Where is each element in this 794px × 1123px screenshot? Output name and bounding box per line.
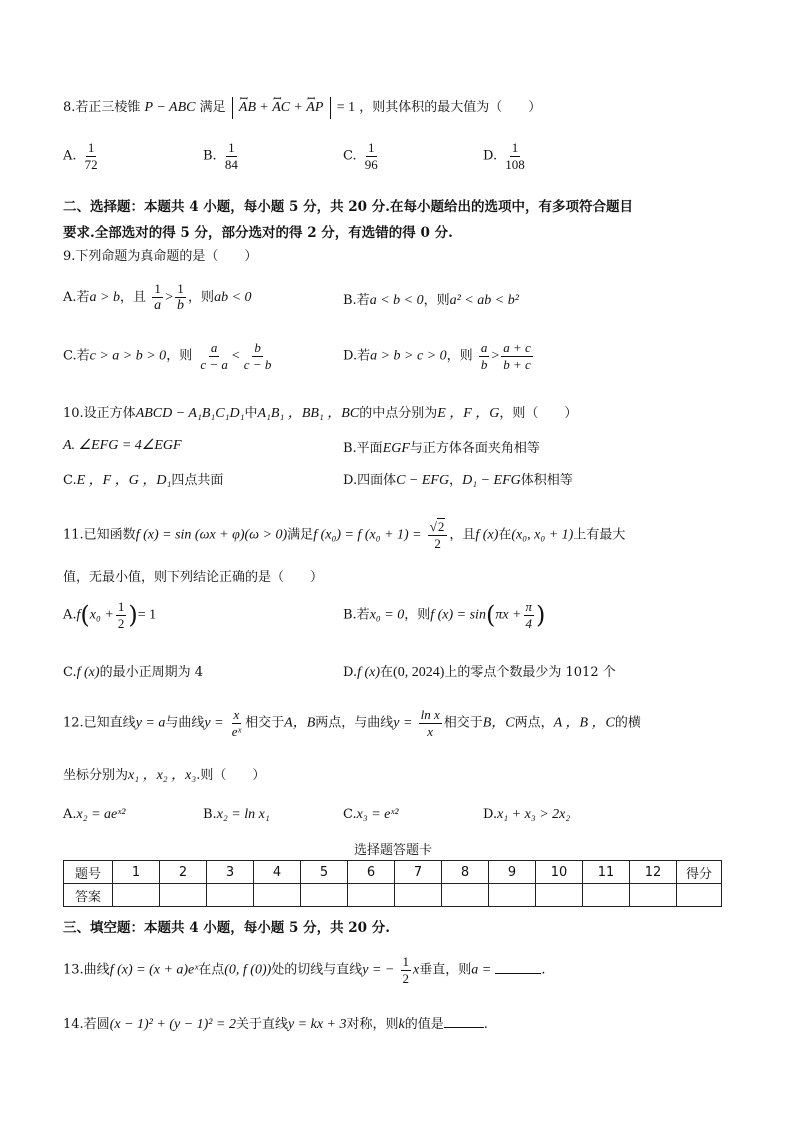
text: ，则: [166, 348, 193, 364]
answer-cell[interactable]: [536, 884, 583, 907]
fraction: [401, 955, 412, 985]
q12-option-a[interactable]: [63, 807, 125, 823]
option-label: C.: [343, 148, 357, 164]
denominator: c − a: [200, 356, 228, 372]
math: EGF: [382, 441, 410, 456]
math: y = kx + 3: [287, 1017, 347, 1032]
denominator: 4: [525, 615, 533, 631]
math: A₁B₁ ，BB₁ ，BC: [257, 406, 360, 421]
math: f (x): [357, 665, 381, 680]
numerator: 1: [154, 281, 161, 296]
q8-eq: = 1: [336, 100, 356, 115]
math: a > b > c > 0: [370, 348, 447, 364]
math: f (x): [76, 665, 100, 680]
q9-option-a[interactable]: [63, 282, 252, 313]
text: 垂直，则: [419, 962, 472, 978]
text: C.: [63, 665, 77, 680]
denominator: a: [154, 297, 162, 313]
cell-header: 7: [395, 861, 442, 884]
math: a < b < 0: [369, 293, 424, 308]
text: 体积相等: [520, 473, 573, 488]
math: A，B: [284, 715, 316, 731]
denominator: b: [480, 356, 488, 372]
text: A.: [63, 607, 77, 623]
math: (x₀, x₀ + 1): [511, 527, 574, 543]
paren-left: (: [485, 601, 496, 630]
answer-cell[interactable]: [348, 884, 395, 907]
cell-header: 得分: [677, 861, 722, 884]
text: 的最小正周期为 4: [99, 665, 203, 680]
text: 相交于: [443, 715, 483, 731]
fraction: [230, 708, 243, 738]
q12-stem-line2: [63, 764, 265, 784]
vector-ab: ꟷ AB: [239, 100, 256, 116]
numerator: a + c: [503, 340, 531, 355]
text: 上有最大: [573, 527, 626, 543]
text: C.若: [63, 348, 90, 364]
numerator: 1: [402, 954, 410, 969]
text: ，且: [119, 290, 146, 306]
answer-cell[interactable]: [160, 884, 207, 907]
denominator: b: [177, 297, 185, 313]
math: f (x): [475, 527, 499, 543]
q11-stem-line1: [63, 520, 625, 550]
cell-header: 1: [113, 861, 160, 884]
vector-ap: ꟷ AP: [306, 100, 323, 116]
math: x₂ = ln x₁: [216, 807, 270, 822]
text: 两点，与曲线: [315, 715, 394, 731]
text: B.若: [343, 293, 370, 308]
q10-option-b[interactable]: [343, 437, 540, 457]
option-label: B.: [203, 148, 217, 164]
cell-answer-label: 答案: [64, 884, 113, 907]
abs-bar-left: [232, 97, 233, 119]
math: x₀ +: [89, 607, 114, 623]
cell-header: 题号: [64, 861, 113, 884]
fraction: [83, 141, 100, 171]
fraction: [152, 282, 163, 313]
numerator: a: [210, 340, 218, 355]
answer-cell[interactable]: [254, 884, 301, 907]
text: ，: [449, 473, 463, 488]
numerator: ln x: [420, 707, 440, 722]
numerator: b: [254, 340, 261, 355]
answer-cell[interactable]: [583, 884, 630, 907]
math: (x − 1)² + (y − 1)² = 2: [109, 1017, 236, 1032]
math: f (x₀) = f (x₀ + 1) =: [313, 527, 422, 543]
math: C − EFG: [396, 473, 450, 488]
answer-card-answer-row: [64, 884, 722, 907]
text: 在: [380, 665, 394, 680]
cell-header: 4: [254, 861, 301, 884]
q8-stem: [63, 96, 541, 119]
q8-mid: 满足: [199, 100, 226, 115]
score-cell[interactable]: [677, 884, 722, 907]
math: f: [76, 607, 81, 623]
answer-card-title: 选择题答题卡: [354, 843, 433, 858]
paren-left: (: [80, 601, 90, 630]
cell-header: 12: [630, 861, 677, 884]
answer-cell[interactable]: [395, 884, 442, 907]
q12-option-b[interactable]: [203, 807, 270, 823]
answer-cell[interactable]: [630, 884, 677, 907]
cell-header: 2: [160, 861, 207, 884]
math: A. ∠EFG = 4∠EGF: [63, 438, 182, 453]
text: 与正方体各面夹角相等: [409, 441, 540, 456]
numerator: x: [233, 707, 240, 722]
text: 中: [244, 406, 258, 421]
cell-header: 3: [207, 861, 254, 884]
fraction: [223, 141, 240, 171]
denominator: 84: [224, 156, 238, 172]
option-label: D.: [483, 148, 498, 164]
text: C.: [63, 473, 77, 488]
numerator: 1: [117, 599, 125, 614]
text: 14.若圆: [63, 1017, 110, 1032]
denominator: 72: [84, 156, 98, 172]
q11-option-c[interactable]: [63, 661, 203, 681]
option-label: D.: [483, 807, 498, 822]
q11-option-a[interactable]: [63, 600, 156, 630]
answer-cell[interactable]: [489, 884, 536, 907]
math: A ，B ，C: [553, 715, 615, 731]
text: 在点: [198, 962, 225, 978]
denominator: 2: [117, 615, 125, 631]
q10-option-a[interactable]: [63, 437, 182, 454]
option-label: A.: [63, 807, 77, 822]
math: ABCD − A₁B₁C₁D₁: [135, 406, 245, 421]
text: D.: [343, 665, 358, 680]
q12-option-d[interactable]: [483, 807, 570, 823]
q11-option-d[interactable]: [343, 661, 616, 681]
answer-card-table: [63, 860, 722, 907]
text: ，且: [449, 527, 476, 543]
numerator: π: [525, 599, 533, 614]
section2-heading-line2: 要求.全部选对的得 5 分，部分选对的得 2 分，有选错的得 0 分.: [63, 225, 453, 241]
fraction: [419, 708, 442, 738]
text: 上的零点个数最少为 1012 个: [444, 665, 616, 680]
math: (0, 2024): [393, 665, 445, 680]
q8-option-b[interactable]: [203, 141, 242, 171]
q9-option-d[interactable]: [343, 341, 535, 371]
text: 的横: [614, 715, 641, 731]
fraction: [175, 282, 186, 313]
fraction: [428, 520, 448, 550]
math: x₁ ，x₂ ，x₃: [128, 768, 197, 783]
denominator: x: [427, 723, 434, 739]
math: c > a > b > 0: [89, 348, 167, 364]
paren-right: ): [536, 601, 546, 630]
text: 满足: [287, 527, 314, 543]
math: >: [165, 290, 174, 306]
sqrt-sign: √: [429, 519, 437, 534]
denominator: eˣ: [231, 723, 242, 739]
text: ，则: [188, 290, 215, 306]
text: 处的切线与直线: [271, 962, 363, 978]
math: y = a: [135, 715, 166, 731]
q10-option-c[interactable]: [63, 469, 223, 489]
math: x₂ = aeˣ²: [76, 807, 126, 822]
text: ，则: [446, 348, 473, 364]
q8-prefix: 8.若正三棱锥: [63, 100, 141, 115]
math: x₃ = eˣ²: [356, 807, 399, 822]
q8-option-d[interactable]: [483, 141, 529, 171]
cell-header: 5: [301, 861, 348, 884]
numerator: 1: [177, 281, 184, 296]
text: B.平面: [343, 441, 383, 456]
q10-stem: [63, 402, 577, 422]
math: f (x) = sin: [430, 607, 486, 623]
option-label: C.: [343, 807, 357, 822]
q8-suffix: ，则其体积的最大值为（ ）: [359, 100, 542, 115]
paren-right: ): [128, 601, 138, 630]
section3-heading: 三、填空题：本题共 4 小题，每小题 5 分，共 20 分.: [63, 920, 390, 936]
cell-header: 10: [536, 861, 583, 884]
answer-cell[interactable]: [442, 884, 489, 907]
math: f (x) = (x + a)eˣ: [109, 962, 199, 978]
math: a > b: [89, 290, 120, 306]
math: x: [413, 962, 420, 978]
text: 四点共面: [171, 473, 224, 488]
q10-option-d[interactable]: [343, 469, 573, 489]
plus-sign: +: [260, 100, 269, 115]
denominator: 96: [364, 156, 378, 172]
text: 坐标分别为: [63, 768, 129, 783]
text: 关于直线: [235, 1017, 288, 1032]
math: a² < ab < b²: [449, 293, 519, 308]
answer-card-header-row: [64, 861, 722, 884]
math: y = −: [362, 962, 395, 978]
math: πx +: [495, 607, 522, 623]
text: 对称，则: [346, 1017, 399, 1032]
math: B，C: [482, 715, 515, 731]
denominator: 2: [434, 535, 441, 551]
text: 与曲线: [165, 715, 205, 731]
fraction: [242, 341, 274, 371]
option-label: A.: [63, 148, 77, 164]
math: = 1: [137, 607, 157, 623]
text: D.若: [343, 348, 371, 364]
math: y =: [204, 715, 224, 731]
text: ，则: [423, 293, 450, 308]
math: a =: [471, 962, 492, 978]
section2-heading-line1: 二、选择题：本题共 4 小题，每小题 5 分，共 20 分.在每小题给出的选项中，有多项符合题目: [63, 199, 633, 215]
q12-option-c[interactable]: [343, 807, 399, 823]
text: 相交于: [245, 715, 285, 731]
fraction: [198, 341, 230, 371]
text: 两点，: [514, 715, 554, 731]
q11-stem-line2: 值，无最小值，则下列结论正确的是（ ）: [63, 570, 324, 585]
math: >: [491, 348, 500, 364]
cell-header: 6: [348, 861, 395, 884]
fraction: [116, 600, 127, 630]
answer-blank[interactable]: [444, 1015, 484, 1028]
math: <: [231, 348, 240, 364]
q8-option-a[interactable]: [63, 141, 102, 171]
cell-header: 9: [489, 861, 536, 884]
denominator: b + c: [503, 356, 531, 372]
math: y =: [393, 715, 413, 731]
fraction: [503, 141, 527, 171]
text: .则（ ）: [196, 768, 266, 783]
numerator: 1: [511, 140, 519, 155]
q13-stem: [63, 955, 546, 985]
math: D₁ − EFG: [462, 473, 521, 488]
radicand: 2: [437, 519, 445, 534]
option-label: B.: [203, 807, 217, 822]
q9-option-c[interactable]: [63, 341, 275, 371]
text: 10.设正方体: [63, 406, 136, 421]
abs-bar-right: [330, 97, 331, 119]
text: D.四面体: [343, 473, 397, 488]
text: 的中点分别为: [359, 406, 438, 421]
numerator: 1: [228, 140, 235, 155]
answer-cell[interactable]: [113, 884, 160, 907]
math: ab < 0: [214, 290, 252, 306]
q9-stem: 9.下列命题为真命题的是（ ）: [63, 249, 258, 264]
q8-option-c[interactable]: [343, 141, 382, 171]
denominator: 2: [402, 970, 410, 986]
q14-stem: [63, 1013, 488, 1033]
numerator: 1: [368, 140, 375, 155]
fraction: [501, 341, 533, 371]
numerator: [428, 520, 448, 536]
q12-stem-line1: [63, 708, 641, 738]
text: 13.曲线: [63, 962, 110, 978]
fraction: [524, 600, 535, 630]
answer-cell[interactable]: [207, 884, 254, 907]
math: E ，F ，G: [437, 406, 500, 421]
fraction: [363, 141, 380, 171]
q8-pyramid: P − ABC: [144, 100, 196, 115]
math: E ，F ，G ，D₁: [76, 473, 172, 488]
text: A.若: [63, 290, 90, 306]
answer-blank[interactable]: [495, 961, 541, 974]
math: f (x) = sin (ωx + φ)(ω > 0): [135, 527, 288, 543]
numerator: 1: [87, 140, 95, 155]
text: 11.已知函数: [63, 527, 136, 543]
denominator: c − b: [243, 356, 272, 372]
cell-header: 11: [583, 861, 630, 884]
text: ，则（ ）: [499, 406, 578, 421]
plus-sign: +: [294, 100, 303, 115]
text: 在: [498, 527, 512, 543]
fraction: [479, 341, 490, 371]
text: 12.已知直线: [63, 715, 136, 731]
answer-cell[interactable]: [301, 884, 348, 907]
q11-option-b[interactable]: [343, 600, 545, 630]
numerator: a: [480, 340, 488, 355]
cell-header: 8: [442, 861, 489, 884]
text: B.若: [343, 607, 370, 623]
math: x₀ = 0: [369, 607, 405, 623]
math: x₁ + x₃ > 2x₂: [497, 807, 571, 822]
math: (0, f (0)): [224, 962, 272, 978]
math: k: [398, 1017, 405, 1032]
text: .: [483, 1017, 488, 1032]
q9-option-b[interactable]: [343, 289, 519, 309]
text: ，则: [404, 607, 431, 623]
text: 的值是: [404, 1017, 444, 1032]
text: .: [541, 962, 546, 978]
denominator: 108: [505, 156, 525, 172]
vector-ac: ꟷ AC: [272, 100, 290, 116]
